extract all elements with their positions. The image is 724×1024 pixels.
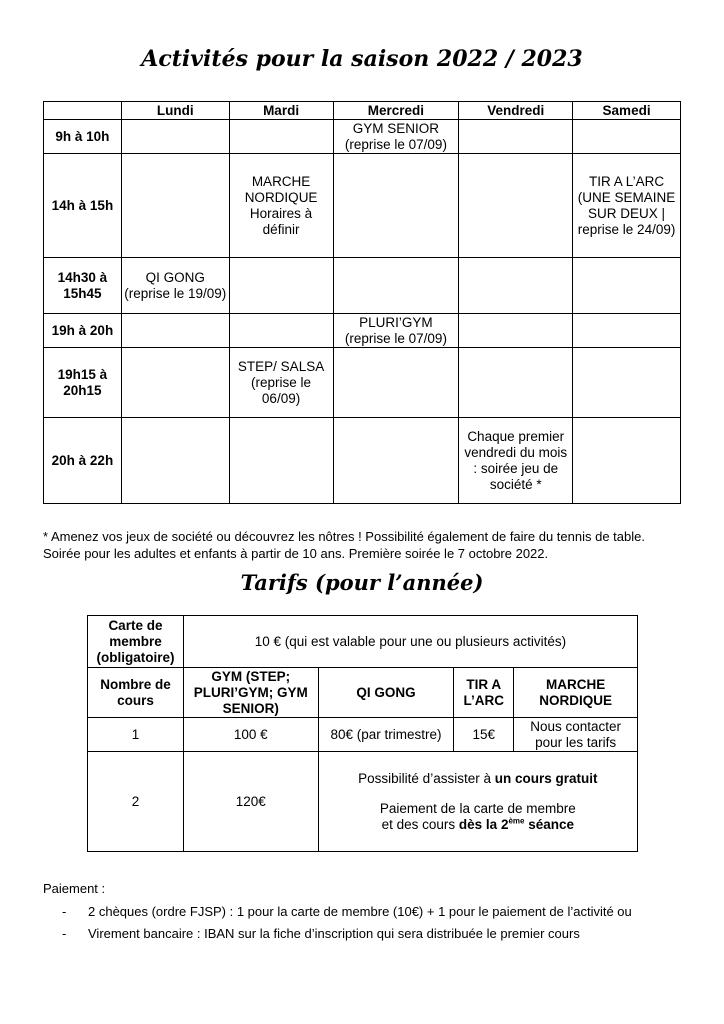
membership-line: Paiement de la carte de membre	[379, 800, 576, 816]
time-slot: 19h15 à 20h15	[44, 348, 122, 418]
schedule-cell	[573, 418, 681, 504]
schedule-row	[44, 120, 681, 154]
schedule-cell	[229, 120, 333, 154]
payment-item-text: Virement bancaire : IBAN sur la fiche d’inscription qui sera distribuée le premier cours	[88, 926, 580, 941]
payment-item	[62, 904, 682, 920]
schedule-cell	[121, 418, 229, 504]
payment-item-text: 2 chèques (ordre FJSP) : 1 pour la carte de membre (10€) + 1 pour le paiement de l’activité ou	[88, 904, 632, 919]
membership-bold: dès la 2	[458, 816, 509, 832]
schedule-cell	[459, 258, 573, 314]
schedule-title: Activités pour la saison 2022 / 2023	[141, 46, 583, 72]
price-cell: 15€	[454, 718, 514, 752]
day-header: Samedi	[573, 102, 681, 120]
payment-item	[62, 926, 682, 942]
payment-list	[62, 904, 682, 948]
free-course-text: Possibilité d’assister à	[358, 770, 495, 786]
member-card-row	[88, 616, 638, 668]
schedule-cell	[573, 314, 681, 348]
schedule-cell	[573, 348, 681, 418]
pricing-table	[87, 615, 638, 852]
footnote-line: Soirée pour les adultes et enfants à partir de 10 ans. Première soirée le 7 octobre 2022.	[43, 546, 549, 561]
time-slot: 19h à 20h	[44, 314, 122, 348]
schedule-cell	[333, 418, 459, 504]
course-count: 2	[88, 752, 184, 852]
dash-bullet: -	[62, 926, 67, 941]
footnote	[43, 528, 703, 562]
pricing-header-row	[88, 668, 638, 718]
free-course-bold: un cours gratuit	[494, 770, 598, 786]
schedule-cell	[573, 120, 681, 154]
time-slot: 14h30 à 15h45	[44, 258, 122, 314]
day-header: Lundi	[121, 102, 229, 120]
schedule-row	[44, 418, 681, 504]
free-course-info	[318, 752, 637, 852]
pricing-header: GYM (STEP; PLURI’GYM; GYM SENIOR)	[183, 668, 318, 718]
schedule-row	[44, 154, 681, 258]
schedule-cell	[121, 120, 229, 154]
schedule-cell: TIR A L’ARC (UNE SEMAINE SUR DEUX | reprise le 24/09)	[573, 154, 681, 258]
schedule-cell	[573, 258, 681, 314]
price-cell: 120€	[183, 752, 318, 852]
payment-title: Paiement :	[43, 881, 106, 896]
membership-bold: séance	[524, 816, 575, 832]
pricing-header: MARCHE NORDIQUE	[514, 668, 638, 718]
price-cell: Nous contacter pour les tarifs	[514, 718, 638, 752]
day-header: Mardi	[229, 102, 333, 120]
schedule-row	[44, 348, 681, 418]
schedule-row	[44, 314, 681, 348]
schedule-cell: PLURI’GYM (reprise le 07/09)	[333, 314, 459, 348]
price-cell: 100 €	[183, 718, 318, 752]
pricing-header: QI GONG	[318, 668, 454, 718]
pricing-header: TIR A L’ARC	[454, 668, 514, 718]
pricing-row	[88, 718, 638, 752]
schedule-cell	[121, 314, 229, 348]
schedule-cell: MARCHE NORDIQUE Horaires à définir	[229, 154, 333, 258]
schedule-cell	[229, 258, 333, 314]
schedule-table	[43, 101, 681, 504]
schedule-cell	[229, 314, 333, 348]
schedule-cell	[459, 348, 573, 418]
schedule-row	[44, 258, 681, 314]
day-header: Mercredi	[333, 102, 459, 120]
dash-bullet: -	[62, 904, 67, 919]
schedule-cell	[333, 154, 459, 258]
day-header: Vendredi	[459, 102, 573, 120]
time-slot: 9h à 10h	[44, 120, 122, 154]
schedule-cell	[333, 348, 459, 418]
member-card-value: 10 € (qui est valable pour une ou plusieurs activités)	[183, 616, 637, 668]
time-slot: 20h à 22h	[44, 418, 122, 504]
schedule-cell	[229, 418, 333, 504]
membership-line	[321, 817, 635, 833]
schedule-cell	[459, 120, 573, 154]
footnote-line: * Amenez vos jeux de société ou découvrez les nôtres ! Possibilité également de faire du tennis de table.	[43, 529, 645, 544]
price-cell: 80€ (par trimestre)	[318, 718, 454, 752]
membership-text: et des cours	[381, 816, 459, 832]
schedule-cell: GYM SENIOR (reprise le 07/09)	[333, 120, 459, 154]
pricing-row	[88, 752, 638, 852]
schedule-cell: Chaque premier vendredi du mois : soirée jeu de société *	[459, 418, 573, 504]
time-slot: 14h à 15h	[44, 154, 122, 258]
schedule-cell	[333, 258, 459, 314]
schedule-cell	[459, 154, 573, 258]
schedule-cell	[459, 314, 573, 348]
pricing-header: Nombre de cours	[88, 668, 184, 718]
schedule-header-row	[44, 102, 681, 120]
member-card-label: Carte de membre (obligatoire)	[88, 616, 184, 668]
schedule-cell	[121, 348, 229, 418]
free-course-line	[321, 771, 635, 787]
course-count: 1	[88, 718, 184, 752]
ordinal-sup: ème	[508, 816, 525, 825]
schedule-cell	[121, 154, 229, 258]
schedule-corner-cell	[44, 102, 122, 120]
schedule-cell: QI GONG (reprise le 19/09)	[121, 258, 229, 314]
pricing-title: Tarifs (pour l’année)	[240, 570, 484, 595]
schedule-cell: STEP/ SALSA (reprise le 06/09)	[229, 348, 333, 418]
